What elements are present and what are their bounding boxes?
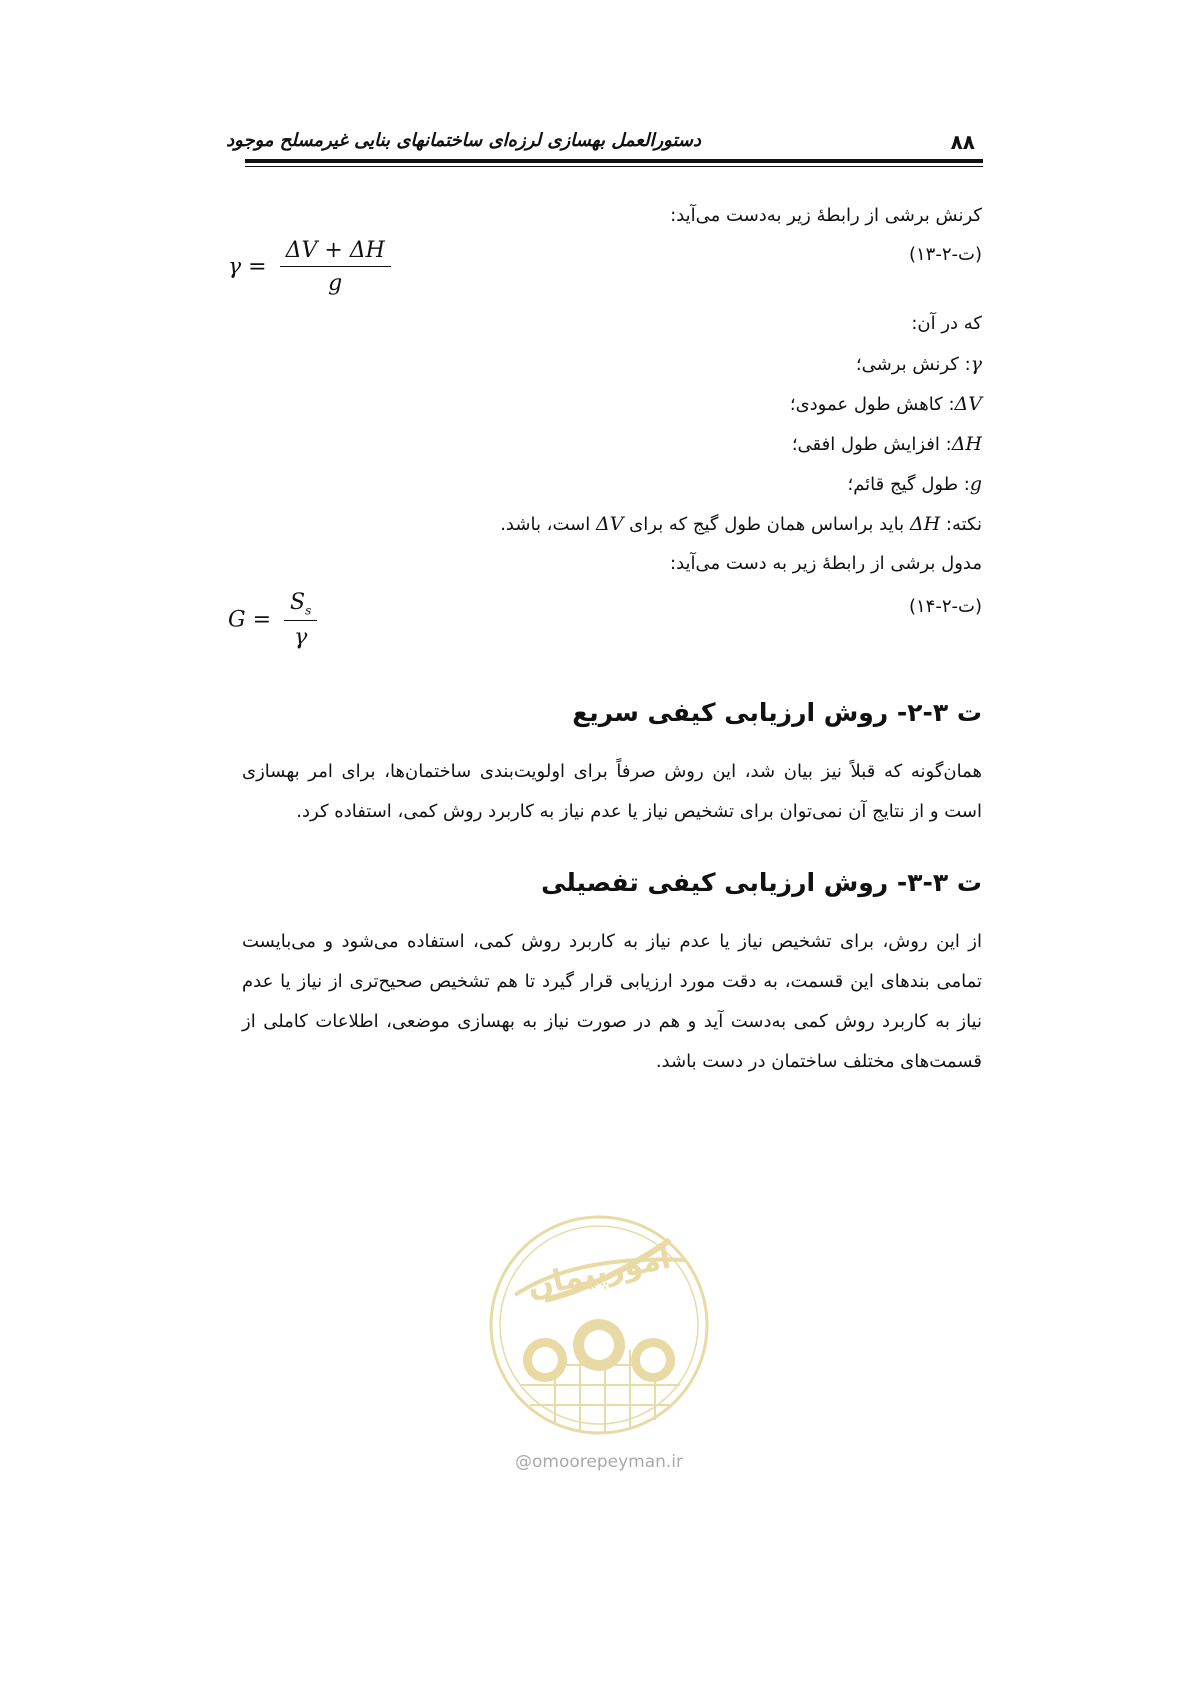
definition-g: [847, 473, 982, 495]
watermark-url: [485, 1452, 713, 1472]
definition-text: : طول گیج قائم؛: [847, 474, 970, 495]
definition-text: : کرنش برشی؛: [855, 354, 971, 375]
formula-denominator: γ: [294, 625, 308, 651]
note-middle: باید براساس همان طول گیج که برای: [629, 514, 905, 535]
note-prefix: نکته:: [945, 514, 982, 535]
definition-symbol: ΔH: [951, 433, 982, 455]
header-rule-thin: [245, 166, 983, 167]
definition-text: : افزایش طول افقی؛: [791, 434, 952, 455]
note-suffix: است، باشد.: [500, 514, 591, 535]
watermark-logo-text: امورپیمان: [524, 1240, 674, 1305]
formula-lhs: γ =: [228, 254, 267, 280]
definition-symbol: γ: [970, 353, 982, 375]
definition-symbol: g: [969, 473, 982, 495]
paragraph-detailed-assessment: از این روش، برای تشخیص نیاز یا عدم نیاز به کاربرد روش کمی، استفاده می‌شود و می‌بایست تمامی بندهای این قسمت، به دقت مورد ارزیابی قرار گیرد تا هم تشخیص صحیح‌تری از نیاز یا عدم نیاز به کاربرد روش کمی به‌دست آید و هم در صورت نیاز به بهسازی موضعی، اطلاعات کاملی از قسمت‌های مختلف ساختمان در دست باشد.: [242, 931, 982, 1072]
shear-modulus-intro: مدول برشی از رابطهٔ زیر به دست می‌آید:: [670, 553, 982, 574]
section-heading-detailed-assessment: ت ۳-۳- روش ارزیابی کیفی تفصیلی: [541, 868, 982, 897]
gauge-note: [500, 513, 982, 535]
equation-number-13: (ت-۲-۱۳): [908, 244, 982, 265]
definition-delta-v: [790, 393, 982, 415]
shear-modulus-formula: [228, 590, 317, 650]
note-symbol-delta-h: ΔH: [909, 513, 941, 535]
definition-gamma: [856, 353, 982, 375]
watermark-url-text: omoorepeyman.ir: [531, 1452, 684, 1472]
equation-number-14: (ت-۲-۱۴): [908, 596, 982, 617]
formula-denominator: g: [328, 271, 343, 296]
running-title: دستورالعمل بهسازی لرزه‌ای ساختمانهای بنایی غیرمسلح موجود: [226, 130, 701, 151]
where-label: که در آن:: [911, 313, 982, 334]
definition-text: : کاهش طول عمودی؛: [789, 394, 955, 415]
watermark-logo: [485, 1200, 713, 1450]
shear-strain-formula: [228, 238, 391, 296]
section-heading-quick-assessment: ت ۳-۲- روش ارزیابی کیفی سریع: [572, 698, 982, 727]
note-symbol-delta-v: ΔV: [595, 513, 624, 535]
formula-fraction: [284, 590, 317, 650]
numerator-symbol: S: [290, 590, 306, 615]
shear-strain-intro: کرنش برشی از رابطهٔ زیر به‌دست می‌آید:: [670, 205, 982, 226]
page-number: ۸۸: [950, 130, 975, 154]
formula-numerator: ΔV + ΔH: [280, 238, 391, 267]
running-header: [226, 128, 983, 158]
formula-fraction: [280, 238, 391, 296]
definition-symbol: ΔV: [954, 393, 982, 415]
paragraph-quick-assessment: همان‌گونه که قبلاً نیز بیان شد، این روش صرفاً برای اولویت‌بندی ساختمان‌ها، برای امر بهسازی است و از نتایج آن نمی‌توان برای تشخیص نیاز یا عدم نیاز به کاربرد روش کمی، استفاده کرد.: [242, 761, 982, 822]
watermark-at-icon: @: [514, 1452, 532, 1472]
formula-numerator: [284, 590, 317, 621]
numerator-subscript: s: [305, 603, 312, 618]
definition-delta-h: [792, 433, 982, 455]
formula-lhs: G =: [228, 607, 272, 633]
header-rule-thick: [245, 159, 983, 163]
